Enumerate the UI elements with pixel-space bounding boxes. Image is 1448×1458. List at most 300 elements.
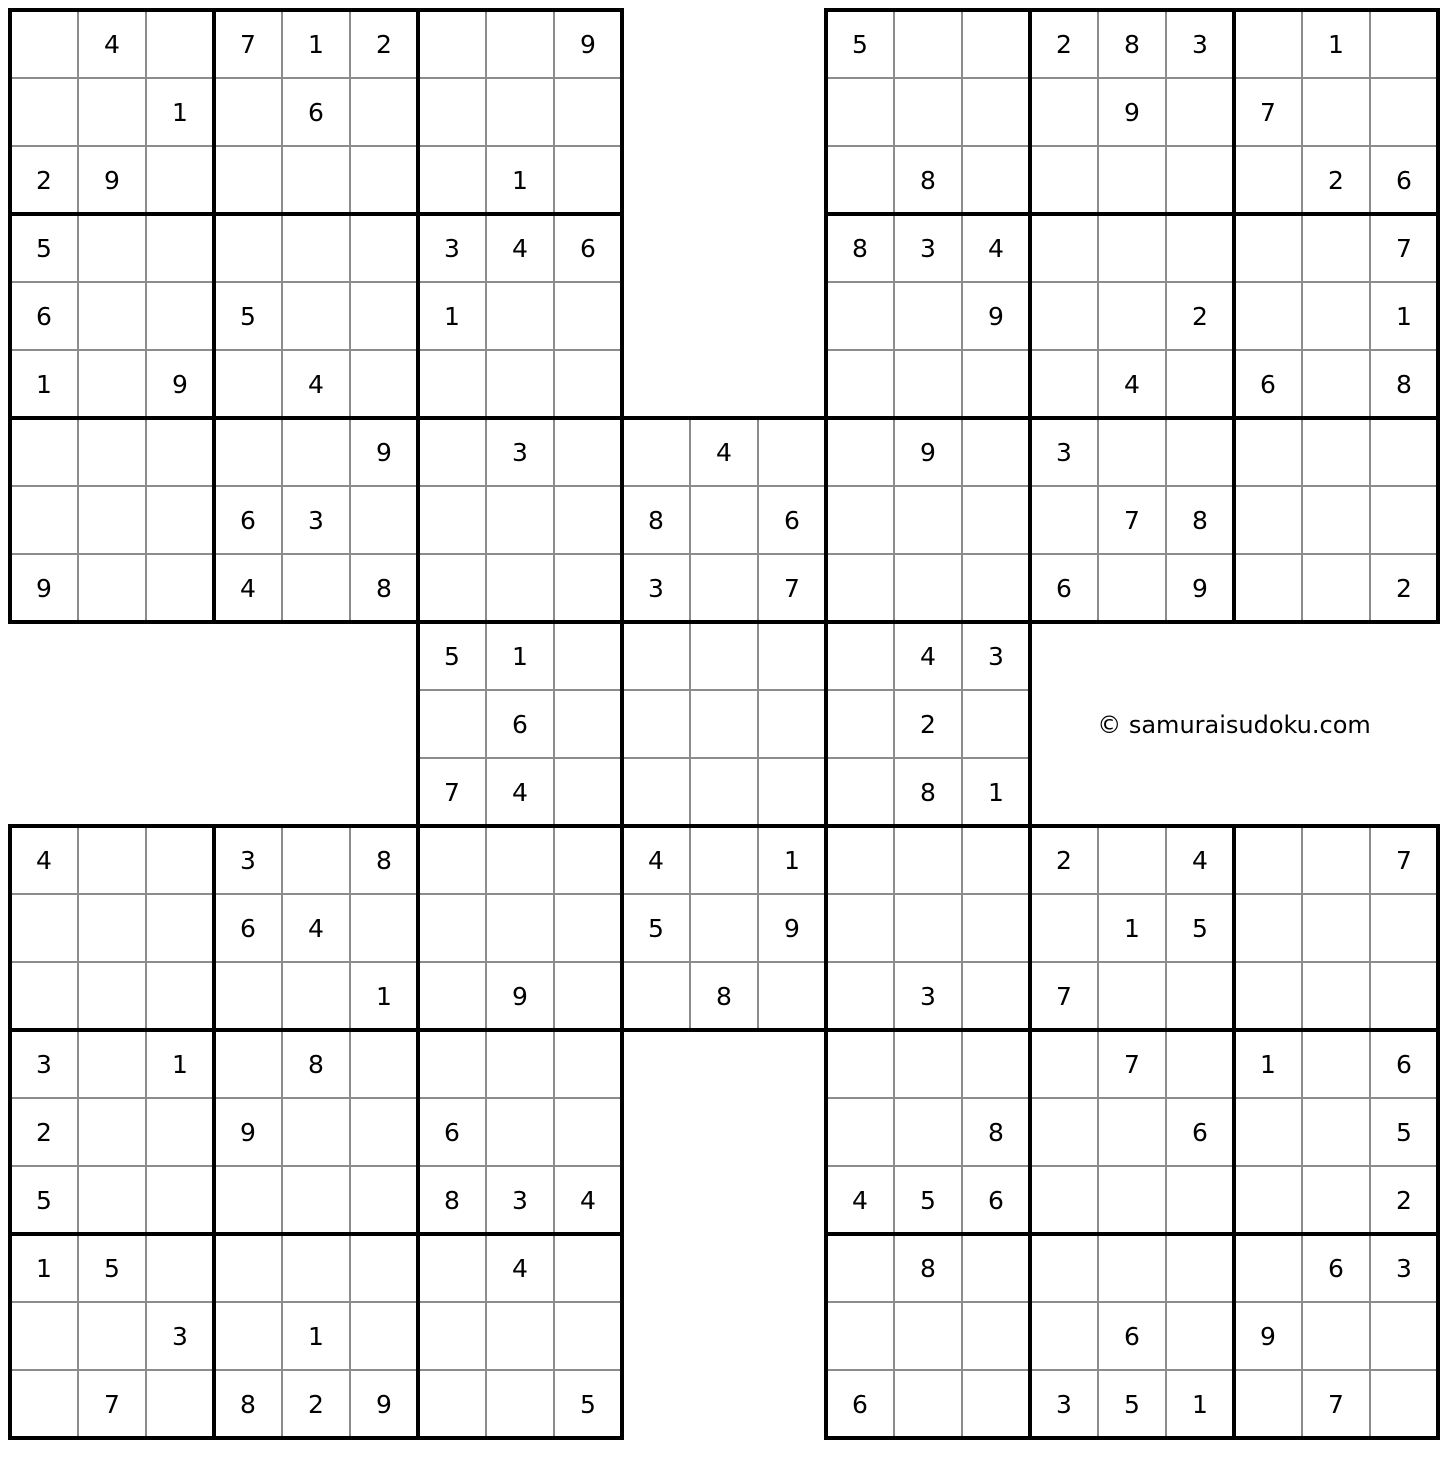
cell[interactable]: [486, 486, 554, 554]
given-digit: 5: [580, 1390, 596, 1419]
cell[interactable]: [1234, 282, 1302, 350]
cell[interactable]: [894, 78, 962, 146]
cell[interactable]: [78, 826, 146, 894]
given-digit: 7: [444, 778, 460, 807]
cell[interactable]: [894, 350, 962, 418]
cell[interactable]: [146, 1166, 214, 1234]
given-digit: 6: [580, 234, 596, 263]
cell[interactable]: [690, 758, 758, 826]
cell[interactable]: [418, 350, 486, 418]
cell[interactable]: [10, 962, 78, 1030]
given-digit: 6: [308, 98, 324, 127]
given-digit: 2: [920, 710, 936, 739]
cell[interactable]: [1234, 826, 1302, 894]
cell[interactable]: [1302, 1030, 1370, 1098]
cell[interactable]: [350, 78, 418, 146]
cell[interactable]: [10, 78, 78, 146]
cell[interactable]: [214, 350, 282, 418]
cell[interactable]: [418, 418, 486, 486]
cell[interactable]: [350, 894, 418, 962]
cell[interactable]: [486, 1098, 554, 1166]
cell[interactable]: [1098, 214, 1166, 282]
cell[interactable]: [758, 418, 826, 486]
cell[interactable]: [78, 1166, 146, 1234]
cell[interactable]: [554, 894, 622, 962]
cell[interactable]: [146, 282, 214, 350]
cell[interactable]: [214, 214, 282, 282]
given-digit: 3: [1396, 1254, 1412, 1283]
cell[interactable]: [1098, 1234, 1166, 1302]
cell[interactable]: [418, 146, 486, 214]
given-digit: 2: [1056, 846, 1072, 875]
cell[interactable]: [962, 1302, 1030, 1370]
cell[interactable]: [826, 1302, 894, 1370]
given-digit: 1: [1124, 914, 1140, 943]
cell[interactable]: [826, 554, 894, 622]
cell[interactable]: [826, 758, 894, 826]
cell[interactable]: [962, 1370, 1030, 1438]
cell[interactable]: [1234, 962, 1302, 1030]
cell[interactable]: [1302, 1302, 1370, 1370]
cell[interactable]: [1098, 146, 1166, 214]
given-digit: 7: [1396, 846, 1412, 875]
cell[interactable]: [554, 1030, 622, 1098]
cell[interactable]: [1302, 282, 1370, 350]
cell[interactable]: [10, 1370, 78, 1438]
cell[interactable]: [1234, 418, 1302, 486]
given-digit: 5: [1396, 1118, 1412, 1147]
cell[interactable]: [282, 1166, 350, 1234]
given-digit: 5: [444, 642, 460, 671]
cell[interactable]: [962, 78, 1030, 146]
cell[interactable]: [758, 622, 826, 690]
cell[interactable]: [1030, 78, 1098, 146]
cell[interactable]: [350, 1098, 418, 1166]
cell[interactable]: [1030, 1302, 1098, 1370]
cell[interactable]: [690, 894, 758, 962]
cell[interactable]: [486, 894, 554, 962]
cell[interactable]: [1370, 486, 1438, 554]
cell[interactable]: [146, 10, 214, 78]
cell[interactable]: [146, 554, 214, 622]
given-digit: 8: [716, 982, 732, 1011]
cell[interactable]: [78, 1302, 146, 1370]
cell[interactable]: [146, 1098, 214, 1166]
cell[interactable]: [78, 418, 146, 486]
cell[interactable]: [894, 486, 962, 554]
cell[interactable]: [214, 1302, 282, 1370]
given-digit: 2: [308, 1390, 324, 1419]
cell[interactable]: [282, 214, 350, 282]
cell[interactable]: [962, 962, 1030, 1030]
cell[interactable]: [146, 962, 214, 1030]
cell[interactable]: [690, 622, 758, 690]
cell[interactable]: [1030, 486, 1098, 554]
cell[interactable]: [1234, 214, 1302, 282]
cell[interactable]: [486, 826, 554, 894]
cell[interactable]: [1234, 146, 1302, 214]
cell[interactable]: [1098, 826, 1166, 894]
cell[interactable]: [146, 1234, 214, 1302]
cell[interactable]: [1166, 1234, 1234, 1302]
cell[interactable]: [1234, 10, 1302, 78]
cell[interactable]: [826, 1234, 894, 1302]
cell[interactable]: [486, 554, 554, 622]
given-digit: 1: [172, 98, 188, 127]
given-digit: 4: [512, 234, 528, 263]
given-digit: 9: [1192, 574, 1208, 603]
given-digit: 4: [988, 234, 1004, 263]
cell[interactable]: [1030, 282, 1098, 350]
cell[interactable]: [350, 486, 418, 554]
cell[interactable]: [1370, 962, 1438, 1030]
cell[interactable]: [10, 894, 78, 962]
cell[interactable]: [826, 962, 894, 1030]
cell[interactable]: [1030, 1166, 1098, 1234]
cell[interactable]: [1166, 962, 1234, 1030]
cell[interactable]: [962, 10, 1030, 78]
cell[interactable]: [554, 282, 622, 350]
cell[interactable]: [486, 1302, 554, 1370]
cell[interactable]: [1030, 214, 1098, 282]
cell[interactable]: [1302, 826, 1370, 894]
given-digit: 6: [1192, 1118, 1208, 1147]
cell[interactable]: [214, 146, 282, 214]
cell[interactable]: [962, 418, 1030, 486]
given-digit: 3: [648, 574, 664, 603]
given-digit: 7: [240, 30, 256, 59]
cell[interactable]: [1098, 1098, 1166, 1166]
given-digit: 3: [920, 982, 936, 1011]
cell[interactable]: [894, 1098, 962, 1166]
cell[interactable]: [10, 418, 78, 486]
cell[interactable]: [1234, 894, 1302, 962]
cell[interactable]: [78, 894, 146, 962]
cell[interactable]: [554, 146, 622, 214]
cell[interactable]: [1302, 78, 1370, 146]
given-digit: 3: [512, 1186, 528, 1215]
cell[interactable]: [1166, 350, 1234, 418]
cell[interactable]: [418, 1302, 486, 1370]
cell[interactable]: [554, 554, 622, 622]
cell[interactable]: [962, 350, 1030, 418]
cell[interactable]: [486, 10, 554, 78]
cell[interactable]: [962, 146, 1030, 214]
cell[interactable]: [554, 418, 622, 486]
given-digit: 1: [376, 982, 392, 1011]
cell[interactable]: [962, 826, 1030, 894]
cell[interactable]: [418, 690, 486, 758]
cell[interactable]: [758, 962, 826, 1030]
cell[interactable]: [1370, 1302, 1438, 1370]
cell[interactable]: [1166, 146, 1234, 214]
cell[interactable]: [1302, 486, 1370, 554]
given-digit: 5: [104, 1254, 120, 1283]
cell[interactable]: [282, 146, 350, 214]
cell[interactable]: [418, 78, 486, 146]
cell[interactable]: [146, 418, 214, 486]
cell[interactable]: [350, 146, 418, 214]
cell[interactable]: [282, 826, 350, 894]
cell[interactable]: [350, 282, 418, 350]
cell[interactable]: [826, 690, 894, 758]
cell[interactable]: [962, 554, 1030, 622]
given-digit: 6: [444, 1118, 460, 1147]
cell[interactable]: [1234, 1370, 1302, 1438]
cell[interactable]: [282, 1234, 350, 1302]
cell[interactable]: [758, 690, 826, 758]
given-digit: 1: [1396, 302, 1412, 331]
cell[interactable]: [826, 78, 894, 146]
cell[interactable]: [418, 554, 486, 622]
cell[interactable]: [350, 1302, 418, 1370]
cell[interactable]: [1302, 1098, 1370, 1166]
cell[interactable]: [894, 554, 962, 622]
cell[interactable]: [1370, 1370, 1438, 1438]
cell[interactable]: [894, 1302, 962, 1370]
cell[interactable]: [690, 690, 758, 758]
cell[interactable]: [826, 350, 894, 418]
cell[interactable]: [146, 214, 214, 282]
cell[interactable]: [554, 350, 622, 418]
cell[interactable]: [1234, 1166, 1302, 1234]
cell[interactable]: [554, 1098, 622, 1166]
cell[interactable]: [622, 962, 690, 1030]
given-digit: 1: [308, 1322, 324, 1351]
cell[interactable]: [962, 690, 1030, 758]
cell[interactable]: [350, 1030, 418, 1098]
given-digit: 4: [512, 778, 528, 807]
cell[interactable]: [78, 1030, 146, 1098]
given-digit: 9: [580, 30, 596, 59]
cell[interactable]: [350, 350, 418, 418]
cell[interactable]: [486, 78, 554, 146]
cell[interactable]: [1302, 894, 1370, 962]
cell[interactable]: [554, 486, 622, 554]
cell[interactable]: [146, 486, 214, 554]
cell[interactable]: [962, 486, 1030, 554]
cell[interactable]: [146, 894, 214, 962]
cell[interactable]: [78, 214, 146, 282]
cell[interactable]: [1370, 78, 1438, 146]
cell[interactable]: [1030, 894, 1098, 962]
cell[interactable]: [1370, 894, 1438, 962]
cell[interactable]: [554, 1302, 622, 1370]
cell[interactable]: [1098, 962, 1166, 1030]
given-digit: 3: [240, 846, 256, 875]
given-digit: 1: [444, 302, 460, 331]
cell[interactable]: [78, 1098, 146, 1166]
cell[interactable]: [1302, 1166, 1370, 1234]
cell[interactable]: [1030, 1030, 1098, 1098]
cell[interactable]: [418, 486, 486, 554]
given-digit: 8: [1124, 30, 1140, 59]
given-digit: 8: [648, 506, 664, 535]
cell[interactable]: [826, 894, 894, 962]
cell[interactable]: [1370, 10, 1438, 78]
cell[interactable]: [1166, 1030, 1234, 1098]
cell[interactable]: [826, 146, 894, 214]
given-digit: 5: [36, 1186, 52, 1215]
cell[interactable]: [1302, 554, 1370, 622]
cell[interactable]: [486, 350, 554, 418]
given-digit: 8: [1192, 506, 1208, 535]
cell[interactable]: [214, 418, 282, 486]
given-digit: 4: [36, 846, 52, 875]
cell[interactable]: [10, 486, 78, 554]
given-digit: 9: [36, 574, 52, 603]
given-digit: 5: [920, 1186, 936, 1215]
cell[interactable]: [282, 282, 350, 350]
given-digit: 2: [376, 30, 392, 59]
cell[interactable]: [1030, 1098, 1098, 1166]
cell[interactable]: [78, 78, 146, 146]
cell[interactable]: [554, 758, 622, 826]
cell[interactable]: [486, 1030, 554, 1098]
cell[interactable]: [282, 962, 350, 1030]
cell[interactable]: [1030, 350, 1098, 418]
cell[interactable]: [826, 1030, 894, 1098]
cell[interactable]: [146, 146, 214, 214]
cell[interactable]: [894, 1030, 962, 1098]
cell[interactable]: [1098, 554, 1166, 622]
given-digit: 7: [1056, 982, 1072, 1011]
cell[interactable]: [10, 10, 78, 78]
cell[interactable]: [78, 486, 146, 554]
given-digit: 7: [1396, 234, 1412, 263]
cell[interactable]: [622, 758, 690, 826]
cell[interactable]: [554, 1234, 622, 1302]
cell[interactable]: [146, 1370, 214, 1438]
cell[interactable]: [690, 554, 758, 622]
cell[interactable]: [1166, 1302, 1234, 1370]
given-digit: 3: [1192, 30, 1208, 59]
given-digit: 1: [512, 642, 528, 671]
cell[interactable]: [826, 486, 894, 554]
cell[interactable]: [1098, 1166, 1166, 1234]
given-digit: 2: [36, 1118, 52, 1147]
cell[interactable]: [1166, 214, 1234, 282]
cell[interactable]: [894, 282, 962, 350]
cell[interactable]: [1030, 146, 1098, 214]
cell[interactable]: [1098, 418, 1166, 486]
cell[interactable]: [214, 1234, 282, 1302]
cell[interactable]: [418, 962, 486, 1030]
cell[interactable]: [1302, 962, 1370, 1030]
given-digit: 8: [240, 1390, 256, 1419]
cell[interactable]: [1234, 486, 1302, 554]
cell[interactable]: [214, 962, 282, 1030]
cell[interactable]: [894, 1370, 962, 1438]
cell[interactable]: [1370, 418, 1438, 486]
cell[interactable]: [826, 1098, 894, 1166]
cell[interactable]: [418, 1030, 486, 1098]
cell[interactable]: [418, 826, 486, 894]
cell[interactable]: [826, 282, 894, 350]
cell[interactable]: [78, 554, 146, 622]
cell[interactable]: [486, 282, 554, 350]
cell[interactable]: [758, 758, 826, 826]
cell[interactable]: [690, 826, 758, 894]
cell[interactable]: [78, 962, 146, 1030]
cell[interactable]: [418, 1234, 486, 1302]
cell[interactable]: [962, 1234, 1030, 1302]
cell[interactable]: [282, 418, 350, 486]
given-digit: 3: [36, 1050, 52, 1079]
cell[interactable]: [622, 622, 690, 690]
cell[interactable]: [282, 554, 350, 622]
cell[interactable]: [826, 622, 894, 690]
cell[interactable]: [1030, 1234, 1098, 1302]
cell[interactable]: [622, 418, 690, 486]
cell[interactable]: [214, 1030, 282, 1098]
cell[interactable]: [622, 690, 690, 758]
cell[interactable]: [78, 282, 146, 350]
cell[interactable]: [350, 1234, 418, 1302]
cell[interactable]: [486, 1370, 554, 1438]
cell[interactable]: [282, 1098, 350, 1166]
given-digit: 3: [308, 506, 324, 535]
cell[interactable]: [350, 1166, 418, 1234]
cell[interactable]: [826, 418, 894, 486]
given-digit: 9: [376, 438, 392, 467]
cell[interactable]: [894, 10, 962, 78]
cell[interactable]: [962, 894, 1030, 962]
cell[interactable]: [214, 78, 282, 146]
cell[interactable]: [1302, 418, 1370, 486]
cell[interactable]: [146, 826, 214, 894]
given-digit: 5: [852, 30, 868, 59]
given-digit: 9: [104, 166, 120, 195]
given-digit: 4: [648, 846, 664, 875]
cell[interactable]: [1302, 350, 1370, 418]
cell[interactable]: [894, 826, 962, 894]
cell[interactable]: [10, 1302, 78, 1370]
given-digit: 4: [1124, 370, 1140, 399]
cell[interactable]: [1302, 214, 1370, 282]
cell[interactable]: [962, 1030, 1030, 1098]
cell[interactable]: [1166, 78, 1234, 146]
cell[interactable]: [826, 826, 894, 894]
cell[interactable]: [418, 10, 486, 78]
cell[interactable]: [554, 826, 622, 894]
cell[interactable]: [418, 1370, 486, 1438]
cell[interactable]: [1234, 1098, 1302, 1166]
cell[interactable]: [1166, 1166, 1234, 1234]
cell[interactable]: [1234, 554, 1302, 622]
cell[interactable]: [350, 214, 418, 282]
cell[interactable]: [78, 350, 146, 418]
cell[interactable]: [214, 1166, 282, 1234]
given-digit: 8: [376, 846, 392, 875]
cell[interactable]: [1234, 1234, 1302, 1302]
cell[interactable]: [894, 894, 962, 962]
given-digit: 4: [512, 1254, 528, 1283]
given-digit: 7: [1124, 506, 1140, 535]
cell[interactable]: [1166, 418, 1234, 486]
given-digit: 6: [36, 302, 52, 331]
cell[interactable]: [690, 486, 758, 554]
given-digit: 2: [36, 166, 52, 195]
cell[interactable]: [554, 690, 622, 758]
given-digit: 7: [1124, 1050, 1140, 1079]
cell[interactable]: [554, 78, 622, 146]
cell[interactable]: [554, 962, 622, 1030]
cell[interactable]: [554, 622, 622, 690]
cell[interactable]: [1098, 282, 1166, 350]
given-digit: 8: [920, 778, 936, 807]
cell[interactable]: [418, 894, 486, 962]
